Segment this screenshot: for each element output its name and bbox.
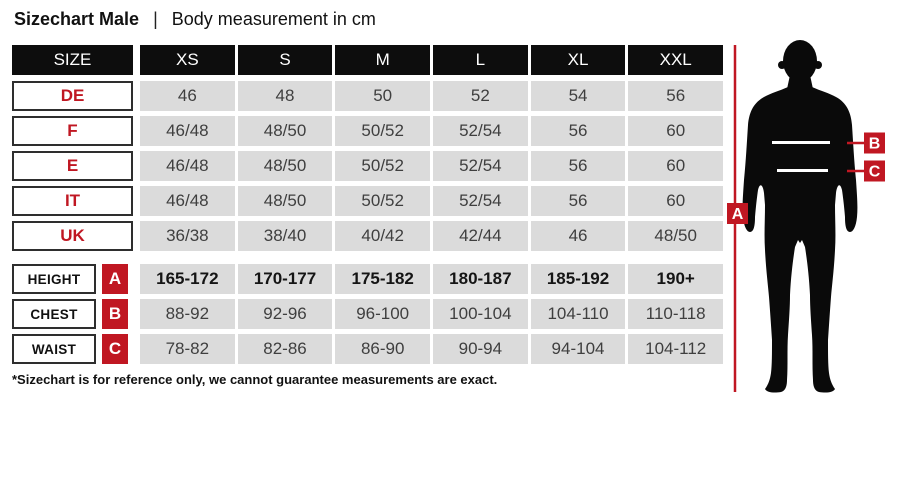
table-header-row xyxy=(12,45,723,75)
size-header-cell: SIZE xyxy=(12,45,133,75)
data-cell: 50/52 xyxy=(335,186,430,216)
table-row-e xyxy=(12,151,723,181)
row-label-de: DE xyxy=(12,81,133,111)
table-row-uk xyxy=(12,221,723,251)
data-cell: 48 xyxy=(238,81,333,111)
table-row-it xyxy=(12,186,723,216)
figure-marker-b xyxy=(864,133,885,154)
row-label-chest: CHEST xyxy=(12,299,96,329)
data-cell: 42/44 xyxy=(433,221,528,251)
data-cell: 46 xyxy=(140,81,235,111)
waist-line xyxy=(777,169,828,172)
row-label-waist: WAIST xyxy=(12,334,96,364)
silhouette-neck xyxy=(787,75,813,89)
marker-badge-b: B xyxy=(102,299,128,329)
data-cell: 48/50 xyxy=(238,186,333,216)
data-cell: 52/54 xyxy=(433,116,528,146)
row-label-e: E xyxy=(12,151,133,181)
data-cell: 46/48 xyxy=(140,116,235,146)
data-cell: 78-82 xyxy=(140,334,235,364)
column-header-xs: XS xyxy=(140,45,235,75)
data-cell: 170-177 xyxy=(238,264,333,294)
chest-line xyxy=(772,141,830,144)
body-measurement-figure xyxy=(727,35,897,495)
marker-badge-c: C xyxy=(102,334,128,364)
data-cell: 48/50 xyxy=(628,221,723,251)
data-cell: 60 xyxy=(628,186,723,216)
data-cell: 60 xyxy=(628,116,723,146)
table-row-height xyxy=(12,264,723,294)
data-cell: 52/54 xyxy=(433,186,528,216)
figure-marker-a xyxy=(727,203,748,224)
data-cell: 50/52 xyxy=(335,116,430,146)
data-cell: 48/50 xyxy=(238,116,333,146)
data-cell: 100-104 xyxy=(433,299,528,329)
table-row-f xyxy=(12,116,723,146)
column-header-xxl: XXL xyxy=(628,45,723,75)
data-cell: 52/54 xyxy=(433,151,528,181)
data-cell: 190+ xyxy=(628,264,723,294)
footnote: *Sizechart is for reference only, we cannot guarantee measurements are exact. xyxy=(12,372,498,387)
marker-badge-a: A xyxy=(102,264,128,294)
figure-marker-a-label: A xyxy=(731,206,744,223)
data-cell: 90-94 xyxy=(433,334,528,364)
data-cell: 50/52 xyxy=(335,151,430,181)
data-cell: 48/50 xyxy=(238,151,333,181)
data-cell: 96-100 xyxy=(335,299,430,329)
row-label-uk: UK xyxy=(12,221,133,251)
data-cell: 86-90 xyxy=(335,334,430,364)
data-cell: 46/48 xyxy=(140,186,235,216)
data-cell: 52 xyxy=(433,81,528,111)
column-header-xl: XL xyxy=(531,45,626,75)
data-cell: 88-92 xyxy=(140,299,235,329)
data-cell: 165-172 xyxy=(140,264,235,294)
data-cell: 94-104 xyxy=(531,334,626,364)
data-cell: 56 xyxy=(531,151,626,181)
data-cell: 46/48 xyxy=(140,151,235,181)
data-cell: 46 xyxy=(531,221,626,251)
data-cell: 104-110 xyxy=(531,299,626,329)
data-cell: 50 xyxy=(335,81,430,111)
data-cell: 38/40 xyxy=(238,221,333,251)
data-cell: 110-118 xyxy=(628,299,723,329)
data-cell: 56 xyxy=(531,186,626,216)
figure-marker-b-label: B xyxy=(868,135,881,153)
figure-marker-c-label: C xyxy=(868,163,881,181)
title-subtitle: Body measurement in cm xyxy=(171,9,376,29)
data-cell: 40/42 xyxy=(335,221,430,251)
column-header-m: M xyxy=(335,45,430,75)
data-cell: 92-96 xyxy=(238,299,333,329)
data-cell: 36/38 xyxy=(140,221,235,251)
title-separator: | xyxy=(153,9,158,29)
row-label-it: IT xyxy=(12,186,133,216)
data-cell: 180-187 xyxy=(433,264,528,294)
row-label-f: F xyxy=(12,116,133,146)
page-title xyxy=(14,9,376,30)
table-row-de xyxy=(12,81,723,111)
data-cell: 54 xyxy=(531,81,626,111)
data-cell: 56 xyxy=(531,116,626,146)
column-header-l: L xyxy=(433,45,528,75)
title-main: Sizechart Male xyxy=(14,9,140,29)
data-cell: 185-192 xyxy=(531,264,626,294)
column-header-s: S xyxy=(238,45,333,75)
data-cell: 56 xyxy=(628,81,723,111)
data-cell: 82-86 xyxy=(238,334,333,364)
row-label-height: HEIGHT xyxy=(12,264,96,294)
male-silhouette xyxy=(743,40,858,393)
male-silhouette-diagram xyxy=(727,35,897,495)
figure-marker-c xyxy=(864,161,885,182)
data-cell: 60 xyxy=(628,151,723,181)
data-cell: 104-112 xyxy=(628,334,723,364)
table-row-waist xyxy=(12,334,723,364)
data-cell: 175-182 xyxy=(335,264,430,294)
table-row-chest xyxy=(12,299,723,329)
silhouette-body xyxy=(743,87,858,393)
size-table xyxy=(12,45,723,387)
